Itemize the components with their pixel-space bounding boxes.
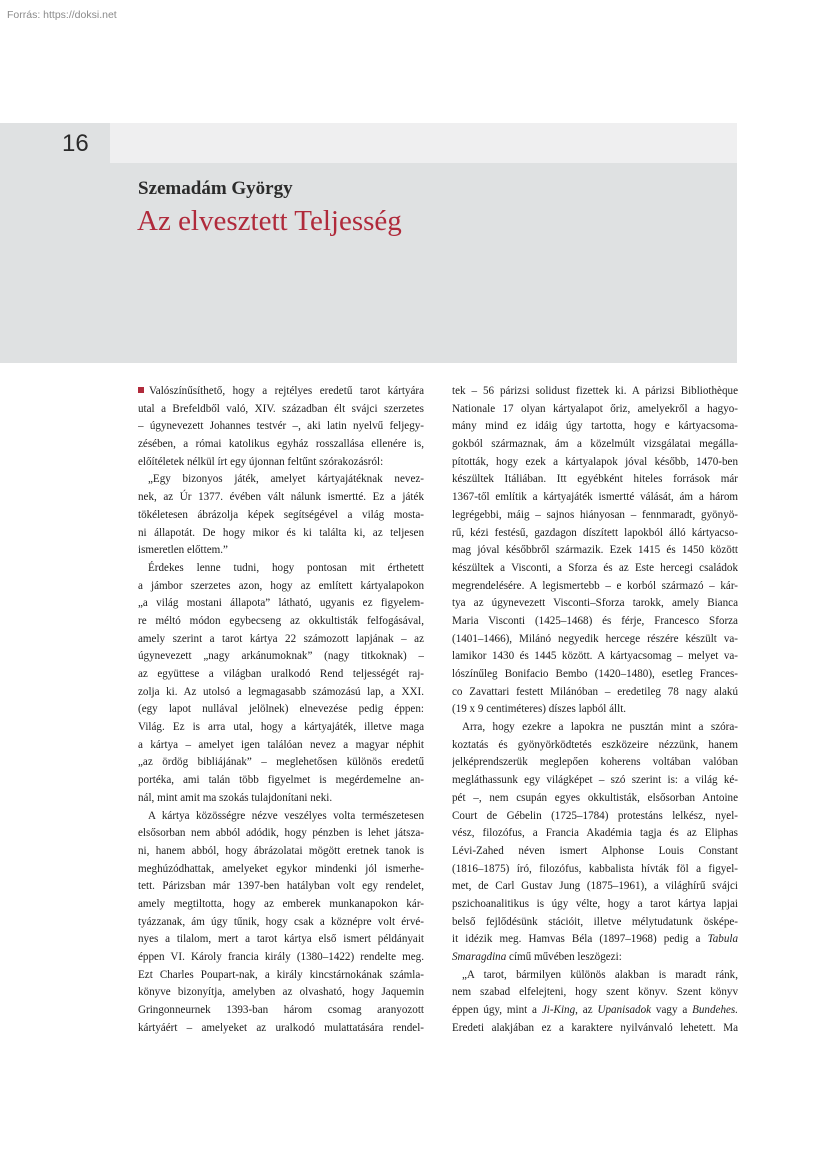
text-line: éppen VI. Károly francia király (1380–1422) rendelte meg. — [138, 951, 424, 963]
text-line: úgynevezett „nagy arkánumoknak” (nagy titkoknak) – — [138, 650, 424, 663]
text-fragment: című művében leszögezi: — [506, 951, 622, 963]
text-line: A kártya közösségre nézve veszélyes volta természetesen — [148, 809, 424, 822]
text-line: amely megtiltotta, hogy az emberek munkanapokon kár- — [138, 897, 424, 910]
text-line: (egy lapot nullával jelölnek) elnevezése pedig éppen: — [138, 703, 424, 716]
text-line: amely szerint a tarot kártya 22 számozott lapjának – az — [138, 632, 424, 645]
quote-line: tökéletesen ábrázolja képek segítségével a világ mosta- — [138, 508, 424, 521]
text-line: portéka, ami talán több figyelmet is megérdemelne an- — [138, 774, 424, 787]
text-line: készültek a Visconti, a Sforza és az Este hercegi családok — [452, 561, 738, 574]
text-line: készültek Itáliában. Itt egyébként hiteles források már — [452, 473, 738, 486]
quote-line: nem szabad elfelejteni, hogy szent könyv. Szent könyv — [452, 986, 738, 999]
italic-term-jiking: Ji-King — [541, 1004, 576, 1017]
quote-line: éppen úgy, mint a Ji-King, az Upanisadok vagy a Bundehes. — [452, 1004, 738, 1017]
text-line: megláthassunk egy világképet – szó szerint is: a világ ké- — [452, 774, 738, 787]
italic-term-smaragdina: Smaragdina — [452, 951, 507, 963]
text-line: pították, hogy ezek a kártyalapok jóval később, 1470-ben — [452, 455, 738, 468]
text-line: (1816–1875) író, filozófus, kabbalista hívták föl a figyel- — [452, 862, 738, 875]
text-line: ni, hanem abból, hogy ábrázolatai mögött eretnek tanok is — [138, 844, 424, 857]
text-line: lamikor 1430 és 1445 között. A kártyacsomag – melyet va- — [452, 650, 738, 663]
text-line: Érdekes lenne tudni, hogy pontosan mit érthetett — [148, 561, 424, 574]
quote-line: ni állapotát. De hogy mikor és ki találta ki, az teljesen — [138, 526, 424, 539]
text-line: co Zavattari festett Milánóban – eredetileg 78 nagy alakú — [452, 685, 738, 698]
text-line: vész, filozófus, a Francia Akadémia tagja és az Eliphas — [452, 827, 738, 840]
square-bullet-icon — [138, 387, 144, 393]
text-line: tek – 56 párizsi solidust fizettek ki. A párizsi Bibliothèque — [452, 385, 738, 397]
text-line: megrendelésére. A legismertebb – e korból származó – kár- — [452, 579, 738, 592]
text-line: Ezt Charles Poupart-nak, a király kincstárnokának számla- — [138, 968, 424, 981]
text-line: nyes a tilalom, mert a tarot kártya első ismert példányait — [138, 933, 424, 946]
title-panel — [0, 163, 737, 363]
text-line: re méltó módon egybecseng az okkultisták felfogásával, — [138, 614, 424, 627]
text-line: elsősorban nem abból adódik, hogy pénzben is lehet játsza- — [138, 827, 424, 840]
text-line: tyázzanak, ám úgy tűnik, hogy csak a köznépre volt érvé- — [138, 915, 424, 928]
article-author: Szemadám György — [138, 178, 293, 199]
source-url[interactable]: Forrás: https://doksi.net — [7, 9, 117, 21]
text-line: meghúzódhattak, amelyeket egykor mindenki jól ismerhe- — [138, 862, 424, 875]
page-number-box — [0, 123, 110, 163]
text-line: pét –, nem csupán egyes okkultisták, elsősorban Antoine — [452, 791, 738, 804]
quote-line: ismeretlen előttem.” — [138, 544, 228, 557]
text-line: jelképrendszerük meglepően koherens voltában valóban — [452, 756, 738, 769]
text-line: tya az úgynevezett Visconti–Sforza tarokk, amely Bianca — [452, 597, 738, 610]
text-line: könyve bizonyítja, amelyben az olvasható, hogy Jaquemin — [138, 986, 424, 999]
text-line: Gringonneurnek 1393-ban három csomag aranyozott — [138, 1004, 424, 1017]
text-line: koztatás és gyönyörködtetés eszközeire nézzünk, hanem — [452, 738, 738, 751]
italic-term-bundehes: Bundehes. — [692, 1004, 738, 1017]
text-line: belső fejlődésünk stációit, illetve mélytudatunk ösképe- — [452, 915, 738, 928]
text-line: rű, kézi festésű, gazdagon díszített lapokból álló kártyacso- — [452, 526, 738, 539]
text-line: előítéletek nélkül írt egy újonnan feltűnt szórakozásról: — [138, 455, 384, 468]
text-line: Világ. Ez is arra utal, hogy a kártyajáték, illetve maga — [138, 721, 424, 734]
text-line: Valószínűsíthető, hogy a rejtélyes eredetű tarot kártyára — [138, 383, 424, 401]
text-line: az együttese a világban uralkodó Rend teljességét raj- — [138, 668, 424, 680]
text-line: pszichoanalitikus is úgy vélte, hogy a tarot kártya lapjai — [452, 897, 738, 910]
text-line: (1401–1466), Milánó negyedik hercege részére készült va- — [452, 632, 738, 645]
quote-line: nek, az Úr 1377. évében vált nálunk ismertté. Ez a játék — [138, 491, 424, 504]
text-line: „a világ mostani állapota” látható, ugyanis ez figyelem- — [138, 597, 424, 610]
text-line: – úgynevezett Johannes testvér –, aki latin nyelvű feljegy- — [138, 420, 424, 433]
text-line: a kártya – amelyet igen találóan nevez a magyar néphit — [138, 738, 424, 751]
text-line: Nationale 17 olyan kártyalapot őriz, amelyekről a hagyo- — [452, 402, 738, 415]
text-line: mag jóval későbbről származik. Ezek 1415 és 1450 között — [452, 544, 738, 557]
article-title: Az elvesztett Teljesség — [137, 205, 402, 237]
quote-line: „Egy bizonyos játék, amelyet kártyajátéknak nevez- — [148, 473, 424, 486]
text-line: Court de Gébelin (1725–1784) protestáns lelkész, nyel- — [452, 809, 738, 822]
text-line: it idézik meg. Hamvas Béla (1897–1968) pedig a Tabula — [452, 933, 738, 946]
page-number: 16 — [62, 130, 89, 157]
text-line: kártyáért – amelyeket az uralkodó mulattatására rendel- — [138, 1021, 424, 1034]
text-line: a jámbor szerzetes azon, hogy az említett kártyalapokon — [138, 579, 424, 592]
italic-term-tabula: Tabula — [707, 933, 738, 946]
text-line: tett. Párizsban már 1397-ben hatályban volt egy rendelet, — [138, 880, 424, 893]
text-line: Lévi-Zahed néven ismert Alphonse Louis Constant — [452, 844, 738, 857]
text-line: zésében, a római katolikus egyház rosszallása ellenére is, — [138, 438, 424, 451]
text-line: (19 x 9 centiméteres) díszes lapból állt. — [452, 703, 627, 716]
text-line — [452, 949, 738, 967]
text-line: 1367-től említik a kártyajáték ismertté válását, ám a három — [452, 491, 738, 504]
header-strip — [110, 123, 737, 163]
quote-line: „A tarot, bármilyen különös alakban is maradt ránk, — [462, 968, 738, 981]
text-line: zolja ki. Az utolsó a legmagasabb számozású lap, a XXI. — [138, 685, 424, 698]
text-column-left — [138, 383, 424, 1037]
text-line: Maria Visconti (1425–1468) és férje, Francesco Sforza — [452, 614, 738, 627]
text-column-right — [452, 383, 738, 1037]
text-line: „az ördög bibliájának” – meglehetősen különös eredetű — [138, 756, 424, 769]
text-line: mány mind ez idáig úgy tartotta, hogy e kártyacsoma- — [452, 420, 738, 433]
text-line: nál, mint amit ma szokás tulajdonítani neki. — [138, 791, 333, 804]
text-line: legrégebbi, máig – sajnos hiányosan – fennmaradt, gyönyö- — [452, 508, 738, 521]
text-line: Arra, hogy ezekre a lapokra ne pusztán mint a szóra- — [462, 721, 738, 734]
italic-term-upanisadok: Upanisadok — [597, 1004, 652, 1017]
text-line: gokból származnak, ám a közelmúlt vizsgálatai megálla- — [452, 438, 738, 451]
text-line: utal a Brefeldből való, XIV. században élt svájci szerzetes — [138, 402, 424, 415]
text-line: met, de Carl Gustav Jung (1875–1961), a világhírű svájci — [452, 880, 738, 893]
text-line: lószínűleg Bonifacio Bembo (1420–1480), esetleg Frances- — [452, 668, 738, 680]
quote-line: Eredeti alakjában ez a karaktere nyilvánvaló lehetett. Ma — [452, 1021, 738, 1034]
